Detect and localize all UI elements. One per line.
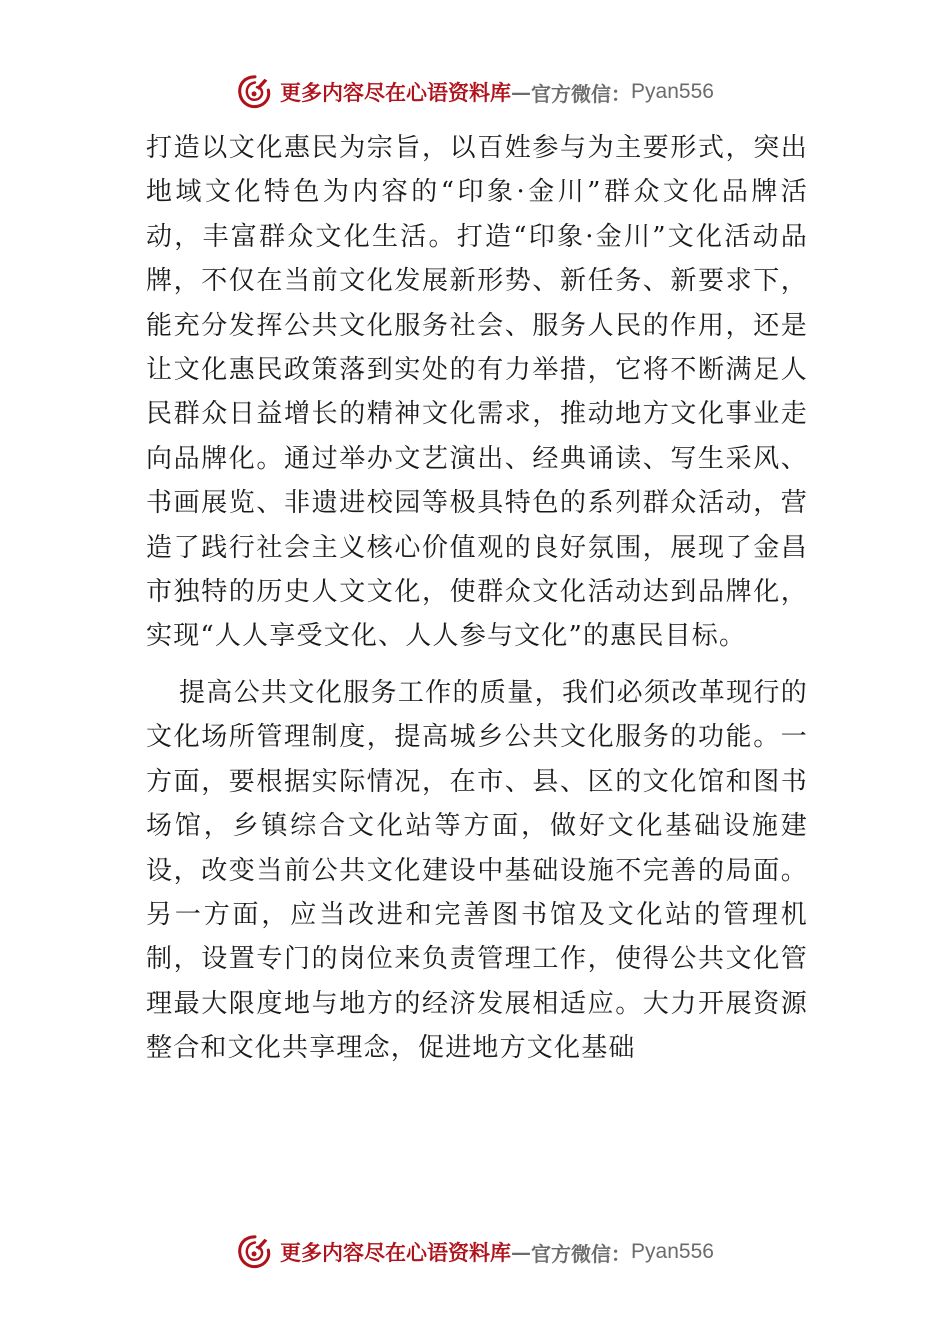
brush-swirl-logo-icon bbox=[236, 73, 274, 111]
header-banner bbox=[0, 72, 950, 112]
paragraph-2: 提高公共文化服务工作的质量，我们必须改革现行的文化场所管理制度，提高城乡公共文化服务的功能。一方面，要根据实际情况，在市、县、区的文化馆和图书场馆，乡镇综合文化站等方面，做好文化基础设施建设，改变当前公共文化建设中基础设施不完善的局面。另一方面，应当改进和完善图书馆及文化站的管理机制，设置专门的岗位来负责管理工作，使得公共文化管理最大限度地与地方的经济发展相适应。大力开展资源整合和文化共享理念，促进地方文化基础 bbox=[146, 677, 808, 1064]
banner-library-text: 更多内容尽在心语资料库 bbox=[280, 1240, 512, 1265]
banner-wechat-label: 官方微信： bbox=[531, 1241, 632, 1266]
banner-dash: — bbox=[511, 80, 532, 104]
document-body bbox=[146, 126, 808, 1071]
banner-wechat-label: 官方微信： bbox=[531, 81, 632, 106]
brush-swirl-logo-icon bbox=[236, 1233, 274, 1271]
banner-dash: — bbox=[511, 1240, 532, 1264]
banner-wechat-id: Pyan556 bbox=[631, 1240, 714, 1263]
banner-library-text: 更多内容尽在心语资料库 bbox=[280, 80, 512, 105]
footer-banner bbox=[0, 1232, 950, 1272]
paragraph-1: 打造以文化惠民为宗旨，以百姓参与为主要形式，突出地域文化特色为内容的“印象·金川”群众文化品牌活动，丰富群众文化生活。打造“印象·金川”文化活动品牌，不仅在当前文化发展新形势、新任务、新要求下，能充分发挥公共文化服务社会、服务人民的作用，还是让文化惠民政策落到实处的有力举措，它将不断满足人民群众日益增长的精神文化需求，推动地方文化事业走向品牌化。通过举办文艺演出、经典诵读、写生采风、书画展览、非遗进校园等极具特色的系列群众活动，营造了践行社会主义核心价值观的良好氛围，展现了金昌市独特的历史人文文化，使群众文化活动达到品牌化，实现“人人享受文化、人人参与文化”的惠民目标。 bbox=[146, 133, 808, 652]
banner-wechat-id: Pyan556 bbox=[631, 80, 714, 103]
